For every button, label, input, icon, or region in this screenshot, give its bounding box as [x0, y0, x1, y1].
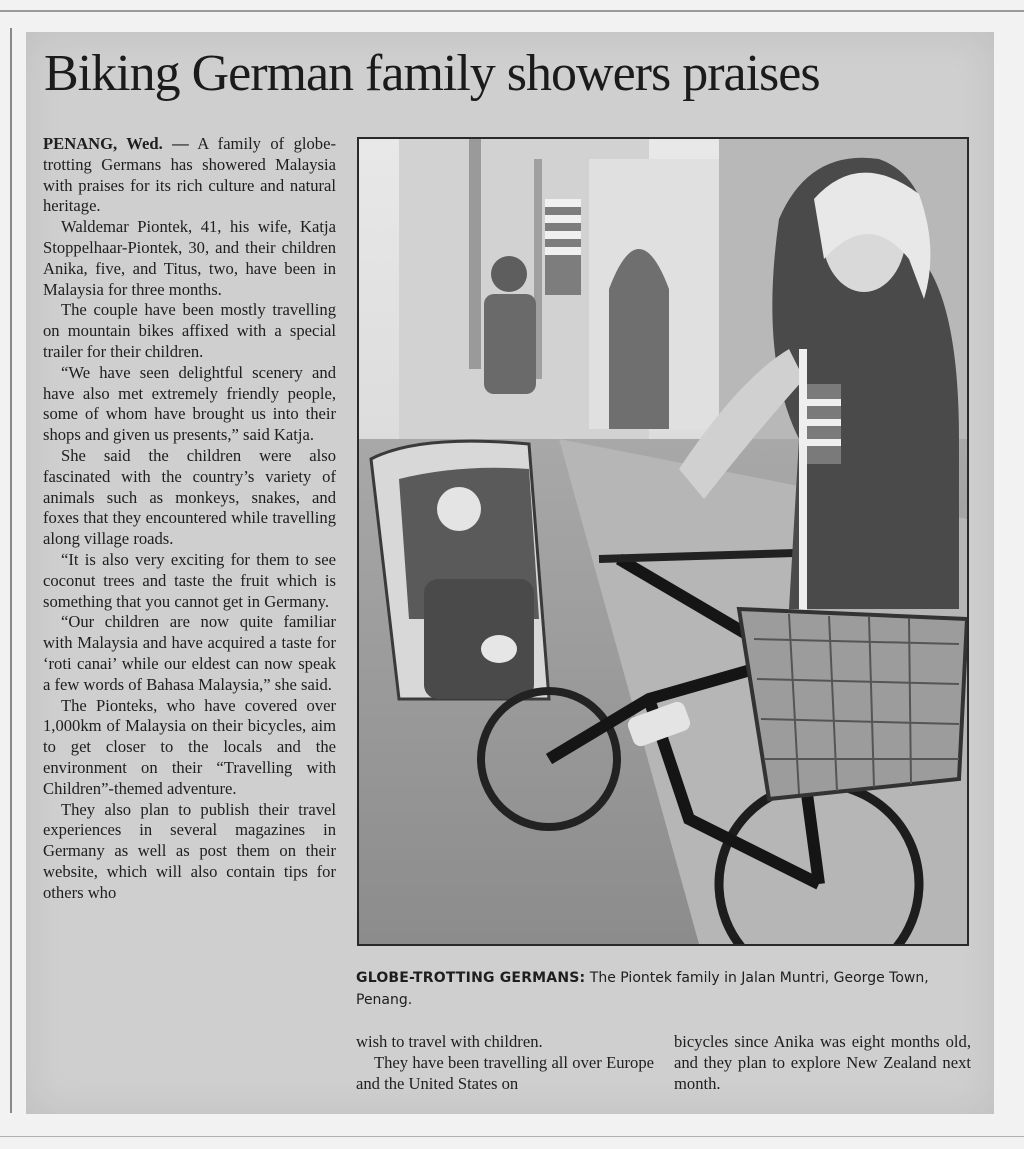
article-paragraph: bicycles since Anika was eight months old, and they plan to explore New Zealand next month. — [674, 1032, 971, 1093]
page-top-rule — [0, 10, 1024, 12]
caption-label: GLOBE-TROTTING GERMANS: — [356, 970, 586, 986]
article-paragraph: Waldemar Piontek, 41, his wife, Katja Stoppelhaar-Piontek, 30, and their children Anika, five, and Titus, two, have been in Malaysia for three months. — [43, 217, 336, 299]
article-paragraph: The couple have been mostly travelling on mountain bikes affixed with a special trailer for their children. — [43, 300, 336, 361]
article-column-1 — [43, 134, 336, 903]
article-column-3 — [674, 1032, 971, 1094]
article-paragraph: They have been travelling all over Europe and the United States on — [356, 1052, 654, 1093]
article-paragraph: “Our children are now quite familiar with Malaysia and have acquired a taste for ‘roti canai’ while our eldest can now speak a few words of Bahasa Malaysia,” she said. — [43, 612, 336, 694]
page-bottom-rule — [0, 1136, 1024, 1137]
article-paragraph: They also plan to publish their travel experiences in several magazines in Germany as well as post them on their website, which will also contain tips for others who — [43, 799, 336, 902]
article-paragraph: She said the children were also fascinated with the country’s variety of animals such as monkeys, snakes, and foxes that they encountered while travelling along village roads. — [43, 445, 336, 549]
article-headline: Biking German family showers praises — [44, 45, 820, 102]
article-dateline: PENANG, Wed. — — [43, 134, 189, 153]
photo-caption — [356, 967, 976, 1011]
article-paragraph: wish to travel with children. — [356, 1032, 543, 1051]
page-left-rule — [10, 28, 12, 1113]
article-column-2 — [356, 1032, 654, 1094]
photo-cyclists-icon — [359, 139, 967, 944]
caption-text: The Piontek family in Jalan Muntri, George Town, Penang. — [356, 970, 929, 1008]
article-paragraph: The Pionteks, who have covered over 1,000km of Malaysia on their bicycles, aim to get closer to the locals and the environment on their “Travelling with Children”-themed adventure. — [43, 695, 336, 798]
article-paragraph: “It is also very exciting for them to see coconut trees and taste the fruit which is something that you cannot get in Germany. — [43, 549, 336, 611]
article-paragraph: PENANG, Wed. — A family of globe-trotting Germans has showered Malaysia with praises for its rich culture and natural heritage. — [43, 134, 336, 216]
article-photo — [357, 137, 969, 946]
article-paragraph: “We have seen delightful scenery and have also met extremely friendly people, some of whom have brought us into their shops and given us presents,” said Katja. — [43, 362, 336, 445]
